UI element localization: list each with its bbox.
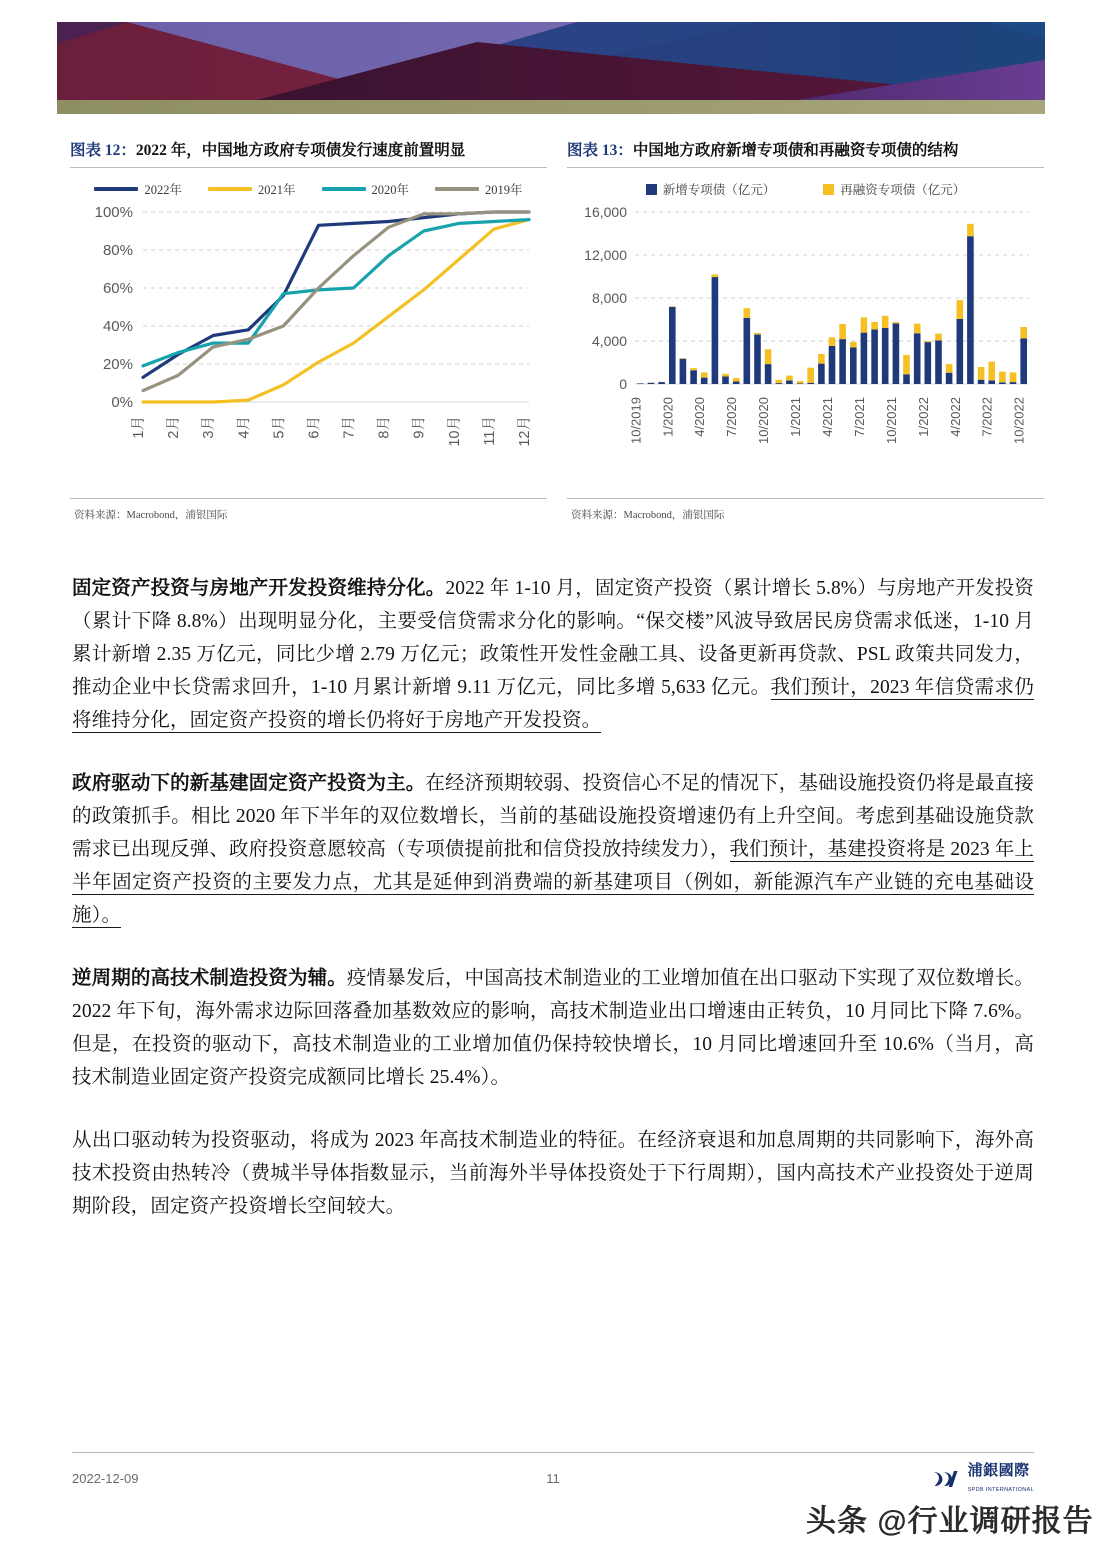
svg-text:20%: 20% xyxy=(102,356,133,374)
svg-text:12月: 12月 xyxy=(517,416,533,448)
footer-date: 2022-12-09 xyxy=(72,1471,139,1487)
legend-item-2022 xyxy=(94,180,182,198)
svg-text:8月: 8月 xyxy=(376,416,393,440)
svg-text:10/2020: 10/2020 xyxy=(756,397,772,445)
svg-text:3月: 3月 xyxy=(201,416,218,440)
svg-text:8,000: 8,000 xyxy=(591,290,627,307)
exhibit-13-label: 图表 13： xyxy=(567,142,633,159)
paragraph-3-lead: 逆周期的高技术制造投资为辅。 xyxy=(72,968,347,989)
exhibit-12-title-text: 2022 年，中国地方政府专项债发行速度前置明显 xyxy=(135,142,466,159)
legend-item-2020 xyxy=(322,180,410,198)
exhibit-12-panel xyxy=(70,140,547,522)
legend-label-refinance-special-bond: 再融资专项债（亿元） xyxy=(840,183,966,198)
svg-text:7/2020: 7/2020 xyxy=(724,397,740,438)
spdb-logo-icon xyxy=(931,1468,961,1490)
header-banner-gold-bar xyxy=(57,100,1045,114)
footer-rule xyxy=(72,1452,1034,1453)
spdb-logo-en: SPDB INTERNATIONAL xyxy=(967,1486,1034,1493)
paragraph-2-text: 在经济预期较弱、投资信心不足的情况下，基础设施投资仍将是最直接的政策抓手。相比 2020 年下半年的双位数增长，当前的基础设施投资增速仍有上升空间。考虑到基础设施贷款需求已出现反弹、政府投资意愿较高（专项债提前批和信贷投放持续发力）， xyxy=(72,773,1034,860)
paragraph-3-text: 疫情暴发后，中国高技术制造业的工业增加值在出口驱动下实现了双位数增长。2022 年下旬，海外需求边际回落叠加基数效应的影响，高技术制造业出口增速由正转负，10 月同比下降 7.6%。但是，在投资的驱动下，高技术制造业的工业增加值仍保持较快增长，10 月同比增速回升至 10.6%（当月，高技术制造业固定资产投资完成额同比增长 25.4%）。 xyxy=(72,968,1035,1088)
exhibit-12-line-chart xyxy=(81,198,536,483)
svg-text:5月: 5月 xyxy=(271,416,288,440)
svg-text:0%: 0% xyxy=(111,394,133,412)
svg-text:10/2021: 10/2021 xyxy=(883,397,899,445)
exhibit-13-plot-area xyxy=(567,168,1044,498)
svg-text:4/2022: 4/2022 xyxy=(947,397,963,438)
exhibit-12-title xyxy=(70,140,547,162)
spdb-logo-cn: 浦銀國際 xyxy=(967,1463,1030,1479)
legend-swatch-2022 xyxy=(94,187,138,191)
svg-text:1/2021: 1/2021 xyxy=(788,397,804,438)
paragraph-4-text: 从出口驱动转为投资驱动，将成为 2023 年高技术制造业的特征。在经济衰退和加息周期的共同影响下，海外高技术投资由热转冷（费城半导体指数显示，当前海外半导体投资处于下行周期），国内高技术产业投资处于逆周期阶段，固定资产投资增长空间较大。 xyxy=(72,1130,1034,1217)
svg-text:2月: 2月 xyxy=(166,416,183,440)
svg-text:12,000: 12,000 xyxy=(584,247,627,264)
svg-text:4/2021: 4/2021 xyxy=(820,397,835,438)
svg-text:80%: 80% xyxy=(102,242,133,260)
legend-label-2020: 2020年 xyxy=(371,183,410,198)
exhibit-12-label: 图表 12： xyxy=(70,142,136,159)
svg-text:7月: 7月 xyxy=(341,416,358,440)
exhibit-13-title xyxy=(567,140,1044,162)
svg-text:10月: 10月 xyxy=(446,416,463,448)
exhibit-13-title-text: 中国地方政府新增专项债和再融资专项债的结构 xyxy=(632,142,959,159)
exhibits-row xyxy=(70,140,1045,522)
svg-text:4/2020: 4/2020 xyxy=(692,397,708,438)
footer-logo xyxy=(717,1464,1034,1494)
svg-text:10/2019: 10/2019 xyxy=(628,397,644,445)
exhibit-12-plot-area xyxy=(70,168,547,498)
paragraph-1-text: 2022 年 1-10 月，固定资产投资（累计增长 5.8%）与房地产开发投资（累计下降 8.8%）出现明显分化，主要受信贷需求分化的影响。“保交楼”风波导致居民房贷需求低迷，1-10 月累计新增 2.35 万亿元，同比少增 2.79 万亿元；政策性开发性金融工具、设备更新再贷款、PSL 政策共同发力，推动企业中长贷需求回升，1-10 月累计新增 9.11 万亿元，同比多增 5,633 亿元。 xyxy=(72,578,1035,698)
exhibit-12-source: 资料来源：Macrobond，浦银国际 xyxy=(74,510,228,522)
svg-text:0: 0 xyxy=(619,376,627,393)
svg-text:1月: 1月 xyxy=(131,416,147,440)
svg-text:7/2021: 7/2021 xyxy=(851,397,867,438)
exhibit-12-legend xyxy=(70,180,547,198)
legend-swatch-2021 xyxy=(208,187,252,191)
paragraph-2-underlined: 我们预计，基建投资将是 2023 年上半年固定资产投资的主要发力点，尤其是延伸到消费端的新基建项目（例如，新能源汽车产业链的充电基础设施）。 xyxy=(72,839,1034,926)
svg-text:7/2022: 7/2022 xyxy=(979,397,995,438)
paragraph-3 xyxy=(72,962,1034,1094)
legend-item-2021 xyxy=(208,180,296,198)
legend-label-2022: 2022年 xyxy=(144,183,182,198)
article-body xyxy=(72,572,1034,1223)
svg-text:16,000: 16,000 xyxy=(584,204,627,221)
paragraph-2-lead: 政府驱动下的新基建固定资产投资为主。 xyxy=(72,773,426,794)
legend-swatch-2019 xyxy=(435,187,479,191)
exhibit-13-panel xyxy=(567,140,1044,522)
svg-text:9月: 9月 xyxy=(411,416,428,440)
paragraph-1-underlined: 我们预计，2023 年信贷需求仍将维持分化，固定资产投资的增长仍将好于房地产开发投资。 xyxy=(72,677,1034,731)
exhibit-13-legend xyxy=(567,180,1044,198)
svg-text:4月: 4月 xyxy=(236,416,253,440)
paragraph-2 xyxy=(72,767,1034,932)
paragraph-1-lead: 固定资产投资与房地产开发投资维持分化。 xyxy=(72,578,446,599)
header-banner-graphic xyxy=(57,22,1045,100)
legend-item-refinance-special-bond xyxy=(823,180,965,198)
svg-text:11月: 11月 xyxy=(481,416,498,447)
legend-item-2019 xyxy=(435,180,523,198)
svg-text:6月: 6月 xyxy=(306,416,323,440)
spdb-logo-text xyxy=(968,1464,1034,1494)
legend-item-new-special-bond xyxy=(646,180,776,198)
svg-text:1/2020: 1/2020 xyxy=(660,397,676,438)
paragraph-4 xyxy=(72,1124,1034,1223)
paragraph-1 xyxy=(72,572,1034,737)
svg-text:1/2022: 1/2022 xyxy=(915,397,931,438)
legend-swatch-refinance-special-bond xyxy=(823,184,834,195)
svg-text:40%: 40% xyxy=(102,318,133,336)
svg-text:4,000: 4,000 xyxy=(591,333,627,350)
watermark: 头条 @行业调研报告 xyxy=(806,1505,1094,1538)
footer-page-number: 11 xyxy=(546,1471,560,1487)
exhibit-13-bar-chart xyxy=(573,198,1038,483)
svg-text:60%: 60% xyxy=(102,280,133,298)
legend-label-2019: 2019年 xyxy=(485,183,523,198)
legend-swatch-2020 xyxy=(322,187,366,191)
legend-label-new-special-bond: 新增专项债（亿元） xyxy=(662,183,776,198)
page-footer xyxy=(72,1464,1034,1494)
legend-swatch-new-special-bond xyxy=(646,184,657,195)
exhibit-13-source: 资料来源：Macrobond，浦银国际 xyxy=(571,510,725,522)
svg-text:100%: 100% xyxy=(94,204,133,222)
svg-text:10/2022: 10/2022 xyxy=(1011,397,1027,445)
legend-label-2021: 2021年 xyxy=(257,183,296,198)
